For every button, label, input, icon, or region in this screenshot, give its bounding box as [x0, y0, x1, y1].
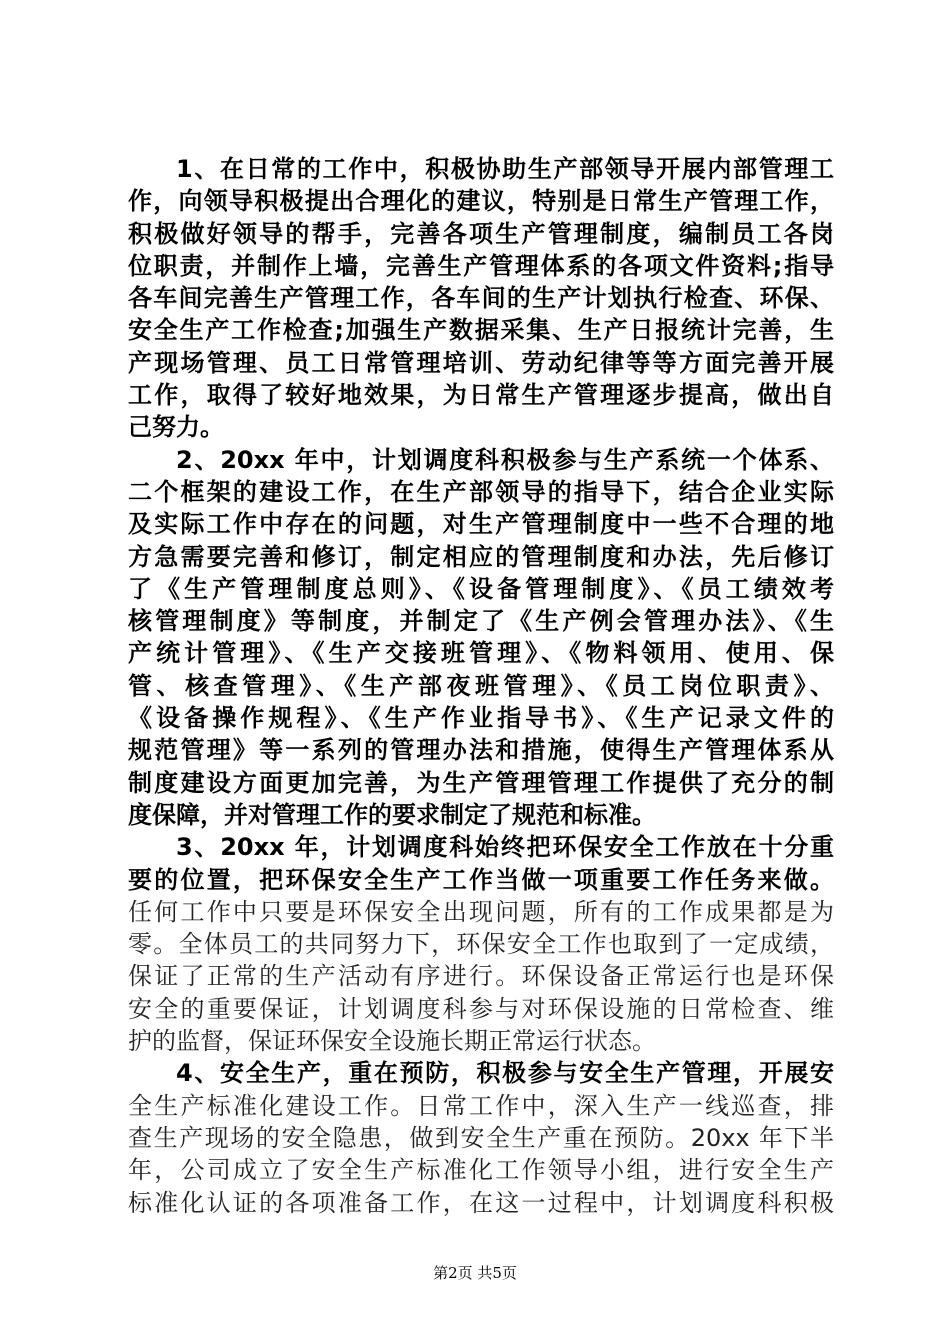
paragraph-4-line-2: 全生产标准化建设工作。日常工作中，深入生产一线巡查，排: [128, 1091, 834, 1120]
page-number-label: 第2页 共5页: [433, 1264, 517, 1282]
paragraph-1-line-7: 产现场管理、员工日常管理培训、劳动纪律等等方面完善开展: [128, 348, 834, 377]
paragraph-4-line-3: 查生产现场的安全隐患，做到安全生产重在预防。20xx 年下半: [128, 1123, 834, 1152]
page-footer: [0, 1262, 950, 1283]
paragraph-2-line-1: 2、20xx 年中，计划调度科积极参与生产系统一个体系、: [176, 445, 834, 474]
paragraph-1-line-4: 位职责，并制作上墙，完善生产管理体系的各项文件资料;指导: [128, 251, 834, 280]
paragraph-2-line-3: 及实际工作中存在的问题，对生产管理制度中一些不合理的地: [128, 510, 834, 539]
paragraph-2-line-4: 方急需要完善和修订，制定相应的管理制度和办法，先后修订: [128, 542, 834, 571]
paragraph-2-line-10: 规范管理》等一系列的管理办法和措施，使得生产管理体系从: [128, 736, 834, 765]
document-body: [128, 153, 834, 1219]
paragraph-1-line-8: 工作，取得了较好地效果，为日常生产管理逐步提高，做出自: [128, 381, 834, 410]
paragraph-3-line-4: 零。全体员工的共同努力下，环保安全工作也取到了一定成绩，: [128, 930, 834, 959]
paragraph-2-line-2: 二个框架的建设工作，在生产部领导的指导下，结合企业实际: [128, 477, 834, 506]
paragraph-3-line-1: 3、20xx 年，计划调度科始终把环保安全工作放在十分重: [176, 833, 834, 862]
paragraph-1-line-2: 作，向领导积极提出合理化的建议，特别是日常生产管理工作，: [128, 187, 834, 216]
paragraph-3-line-5: 保证了正常的生产活动有序进行。环保设备正常运行也是环保: [128, 962, 834, 991]
paragraph-3-line-2: 要的位置，把环保安全生产工作当做一项重要工作任务来做。: [128, 865, 834, 894]
paragraph-2-line-8: 管、核查管理》、《生产部夜班管理》、《员工岗位职责》、: [128, 671, 834, 700]
paragraph-3-line-6: 安全的重要保证，计划调度科参与对环保设施的日常检查、维: [128, 994, 834, 1023]
paragraph-4-line-4: 年，公司成立了安全生产标准化工作领导小组，进行安全生产: [128, 1156, 834, 1185]
paragraph-2-line-7: 产统计管理》、《生产交接班管理》、《物料领用、使用、保: [128, 639, 834, 668]
paragraph-1-line-6: 安全生产工作检查;加强生产数据采集、生产日报统计完善，生: [128, 316, 834, 345]
paragraph-1-line-5: 各车间完善生产管理工作，各车间的生产计划执行检查、环保、: [128, 284, 834, 313]
paragraph-4-line-5: 标准化认证的各项准备工作，在这一过程中，计划调度科积极: [128, 1188, 834, 1217]
paragraph-2-line-11: 制度建设方面更加完善，为生产管理管理工作提供了充分的制: [128, 768, 834, 797]
paragraph-2-line-6: 核管理制度》等制度，并制定了《生产例会管理办法》、《生: [128, 607, 834, 636]
paragraph-1-line-3: 积极做好领导的帮手，完善各项生产管理制度，编制员工各岗: [128, 219, 834, 248]
paragraph-3-line-7: 护的监督，保证环保安全设施长期正常运行状态。: [128, 1027, 656, 1056]
paragraph-3-line-3: 任何工作中只要是环保安全出现问题，所有的工作成果都是为: [128, 897, 834, 926]
paragraph-2-line-12: 度保障，并对管理工作的要求制定了规范和标准。: [128, 800, 656, 829]
paragraph-1-line-1: 1、在日常的工作中，积极协助生产部领导开展内部管理工: [176, 155, 834, 183]
paragraph-4-line-1: 4、安全生产，重在预防，积极参与安全生产管理，开展安: [176, 1059, 834, 1088]
paragraph-1-line-9: 己努力。: [128, 413, 224, 442]
paragraph-2-line-9: 《设备操作规程》、《生产作业指导书》、《生产记录文件的: [128, 704, 834, 733]
paragraph-2-line-5: 了《生产管理制度总则》、《设备管理制度》、《员工绩效考: [128, 574, 834, 603]
